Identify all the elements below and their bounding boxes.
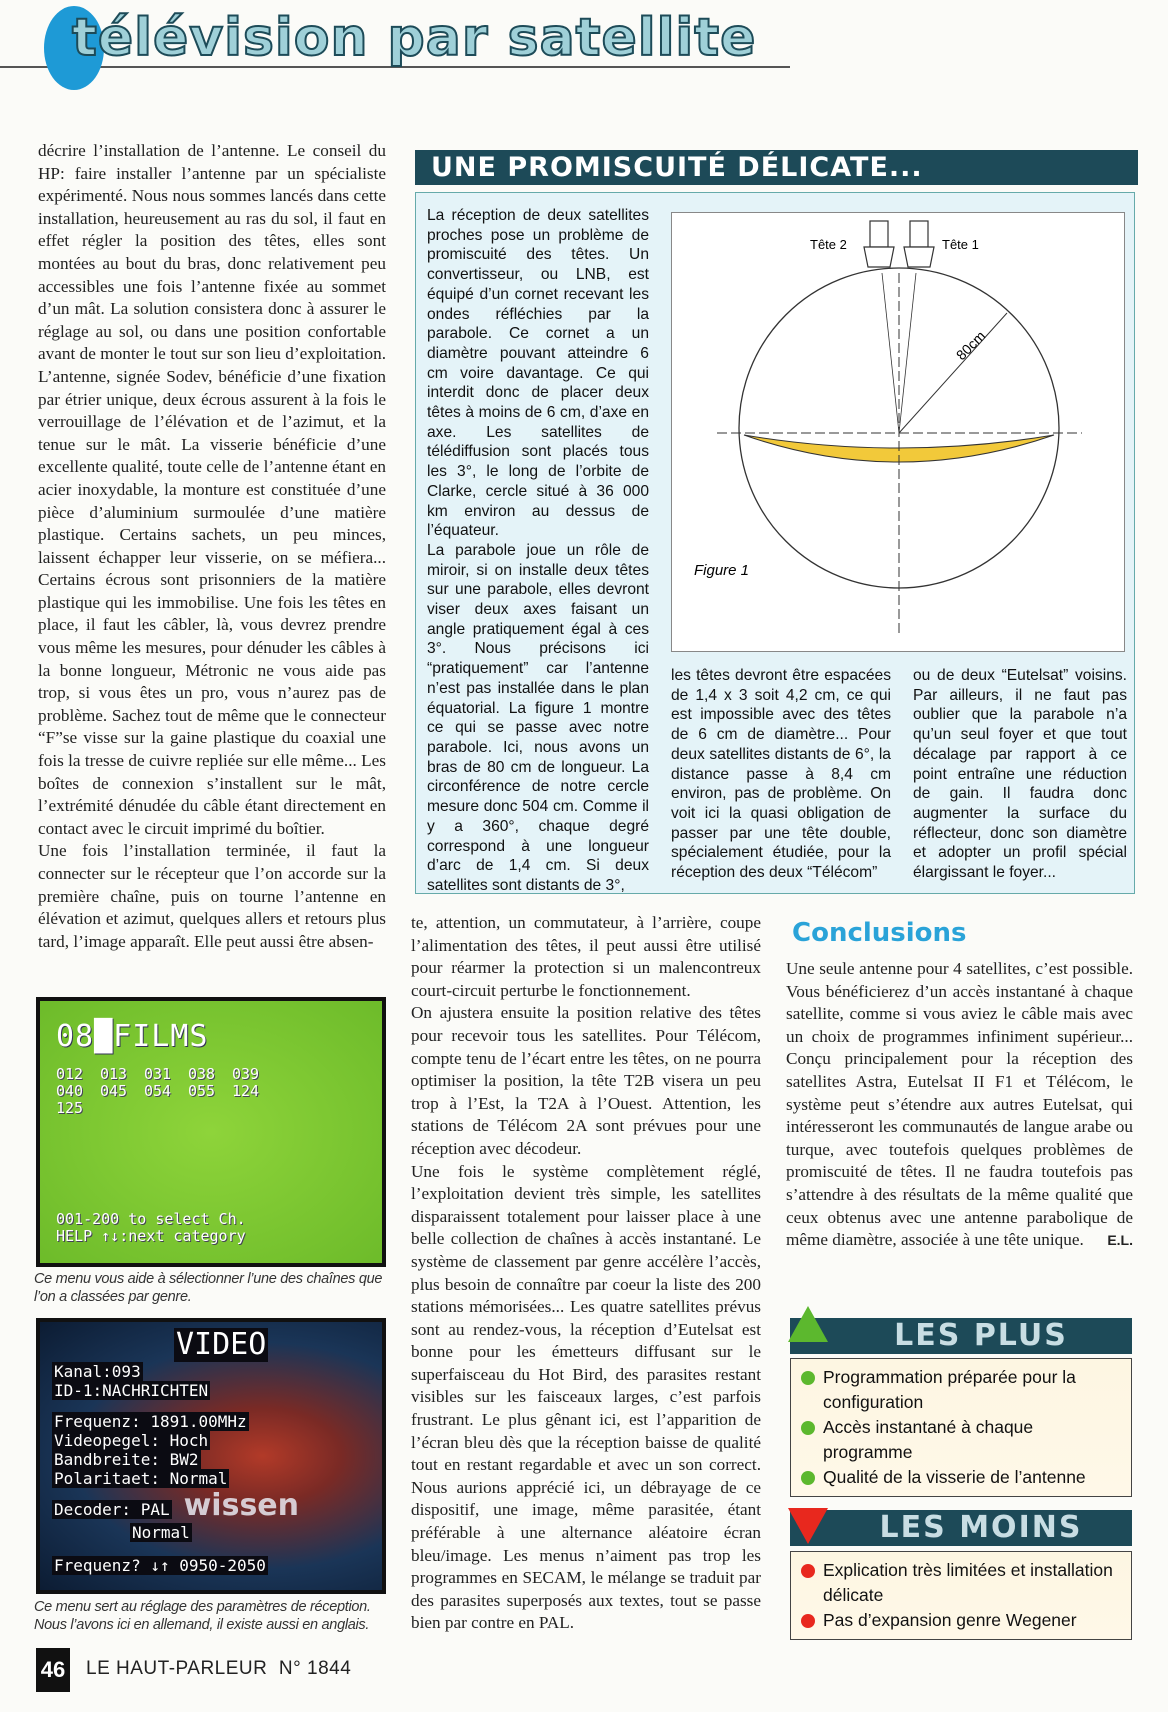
photo-caption: Ce menu sert au réglage des paramètres de réception. Nous l’avons ici en allemand, il existe aussi en anglais. [34, 1599, 371, 1633]
red-bullet-icon [801, 1614, 815, 1628]
logo-text: wissen [183, 1488, 300, 1523]
screen-photo-video-menu [36, 1318, 386, 1594]
channel-list [56, 1066, 366, 1117]
dish-diagram [672, 213, 1124, 651]
paragraph: On ajustera ensuite la position relative des têtes pour recevoir tous les satellites. Pour Télécom, compte tenu de l’écart entre les têtes, on ne pourra optimiser la position, la tête T2B visera un peu trop à l’Est, la T2A à l’Ouest. Attention, les stations de Télécom 2A sont prévues pour une réception avec décodeur. [411, 1003, 761, 1158]
pros-title: LES PLUS [790, 1318, 1132, 1354]
screen-param: Videopegel: Hoch [54, 1431, 209, 1450]
sidebar-box-title: UNE PROMISCUITÉ DÉLICATE... [415, 150, 1138, 185]
screen-photo-films-menu [36, 997, 386, 1267]
cons-item-text: Explication très limitées et installation délicate [823, 1560, 1113, 1605]
channel-number: 125 [56, 1099, 84, 1117]
head-2-icon [864, 221, 894, 267]
channel-number: 038 [188, 1065, 216, 1083]
pros-item-text: Accès instantané à chaque programme [823, 1417, 1034, 1462]
pros-item-text: Qualité de la visserie de l’antenne [823, 1467, 1086, 1487]
paragraph: La réception de deux satellites proches pose un problème de promiscuité des têtes. Un convertisseur, ou LNB, est équipé d’un cornet recevant les ondes réfléchies par la parabole. Ce cornet a un diamètre pouvant atteindre 6 cm voire davantage. Ce qui interdit donc de placer deux têtes à moins de 6 cm, d’axe en axe. Les satellites de télédiffusion sont placés tous les 3°, le long de l’orbite de Clarke, cercle situé à 36 000 km environ au dessus de l’équateur. [427, 207, 649, 540]
cons-item-text: Pas d’expansion genre Wegener [823, 1610, 1077, 1630]
conclusions-text [786, 958, 1133, 1252]
radius-label: 80cm [952, 327, 989, 364]
figure-caption: Figure 1 [694, 562, 750, 579]
pros-item [801, 1415, 1123, 1465]
box-column-3: ou de deux “Eutelsat” voisins. Par ailleurs, il ne faut pas oublier que la parabole n’a qu’un seul foyer et que tout décalage par rapport à ce point entraîne une réduction de gain. Il faudra donc augmenter la surface du réflecteur, donc son diamètre et adopter un profil spécial élargissant le foyer... [913, 667, 1127, 882]
paragraph: décrire l’installation de l’antenne. Le conseil du HP: faire installer l’antenne par un spécialiste expérimenté. Nous nous sommes lancés dans cette installation, heureusement au ras du sol, il faut en effet régler la position des têtes, elles sont montées au bout du bras, donc relativement peu accessibles une fois l’antenne fixée au sommet d’un mât. La solution consistera donc à assurer le réglage au sol, ou dans une position confortable avant de monter le tout sur son lieu d’exploitation. L’antenne, signée Sodev, bénéficie d’une fixation par étrier unique, deux écrous assurent à la fois le verrouillage de l’élévation et de l’azimut, et la tenue sur le mât. La visserie bénéficie d’une excellente qualité, toute celle de l’antenne étant en acier inoxydable, la monture est constituée d’une pièce d’aluminium surmoulée d’une matière plastique. Certains sachets, un peu minces, laissent échapper leur visserie, on se méfiera... Certains écrous sont prisonniers de la matière plastique qui les immobilise. Une fois les têtes en place, il faut les câbler, là, vous devrez prendre vous même les mesures, pour dénuder les câbles à la bonne longueur, Métronic ne vous aide pas trop, si vous êtes un pro, vous n’aurez pas de problème. Sachez tout de même que le connecteur “F”se visse sur la gaine plastique du coaxial une fois la tresse de cuivre repliée sur elle même... Les boîtes de connexion s’installent sur le mât, l’extrémité dénudée du câble étant directement en contact avec le circuit imprimé du boîtier. [38, 141, 386, 838]
screen-param: Bandbreite: BW2 [54, 1450, 199, 1469]
up-triangle-icon [788, 1306, 828, 1342]
channel-number: 054 [144, 1082, 172, 1100]
screen-line: ID-1:NACHRICHTEN [54, 1381, 209, 1400]
cons-item [801, 1608, 1123, 1633]
pros-box [790, 1358, 1132, 1497]
radius-line [899, 313, 1007, 433]
paragraph: La parabole joue un rôle de miroir, si on installe deux têtes sur une parabole, elles devront viser deux axes faisant un angle pratiquement égal à ces 3°. Nous précisons ici “pratiquement” car l’antenne n’est pas installée dans le plan équatorial. La figure 1 montre ce qui se passe avec notre parabole. Ici, nous avons un bras de 80 cm de longueur. La circonférence de notre cercle mesure donc 504 cm. Comme il y a 360°, chaque degré correspond à une longueur d’arc de 1,4 cm. Si deux satellites sont distants de 3°, [427, 541, 649, 894]
pros-item [801, 1465, 1123, 1490]
channel-number: 031 [144, 1065, 172, 1083]
channel-number: 013 [100, 1065, 128, 1083]
conclusions-heading: Conclusions [792, 918, 967, 948]
magazine-name: LE HAUT-PARLEUR [86, 1658, 268, 1679]
green-bullet-icon [801, 1421, 815, 1435]
author-signature: E.L. [1107, 1232, 1133, 1249]
screen-title: VIDEO [176, 1327, 267, 1362]
page-number: 46 [36, 1648, 70, 1692]
screen-param: Decoder: PAL [54, 1500, 170, 1519]
paragraph: te, attention, un commutateur, à l’arrière, coupe l’alimentation des têtes, il peut aussi être utilisé pour réarmer la protection si un malencontreux court-circuit perturbe le fonctionnement. [411, 913, 761, 1000]
screen-param: Frequenz: 1891.00MHz [54, 1412, 247, 1431]
cons-item [801, 1558, 1123, 1608]
box-column-2: les têtes devront être espacées de 1,4 x 3 soit 4,2 cm, ce qui est impossible avec des têtes de 6 cm de diamètre... Pour deux satellites distants de 6°, la distance passe à 8,4 cm environ, pas de problème. On voit ici la quasi obligation de passer par une tête double, spécialement étudiée, pour la réception des deux “Télécom” [671, 667, 891, 882]
cons-title: LES MOINS [790, 1510, 1132, 1546]
green-bullet-icon [801, 1371, 815, 1385]
screen-help [56, 1211, 246, 1245]
beam-line [882, 273, 899, 433]
photo-caption: Ce menu vous aide à sélectionner l’une des chaînes que l’on a classées par genre. [34, 1271, 383, 1305]
paragraph: Une seule antenne pour 4 satellites, c’est possible. Vous bénéficierez d’un accès instantané à chaque satellite, comme si vous aviez le câble mais avec un choix de programmes infiniment supérieur... Conçu principalement pour la réception des satellites Astra, Eutelsat II F1 et Télécom, le système peut s’étendre aux autres Eutelsat, qui intéresseront les communautés de langue arabe ou turque, avec toutefois quelques problèmes de promiscuité de têtes. Il ne faudra toutefois pas s’attendre à des résultats de la même qualité que ceux obtenus avec une antenne parabolique de même diamètre, associée à une tête unique. [786, 959, 1133, 1250]
head-2-label: Tête 2 [810, 237, 847, 252]
figure-1-diagram [671, 212, 1125, 652]
head-1-icon [904, 221, 934, 267]
down-triangle-icon [788, 1508, 828, 1544]
left-column-text [38, 140, 386, 953]
box-column-1 [427, 206, 649, 896]
green-bullet-icon [801, 1471, 815, 1485]
screen-param: Normal [132, 1523, 190, 1542]
channel-number: 040 [56, 1082, 84, 1100]
channel-number: 055 [188, 1082, 216, 1100]
red-bullet-icon [801, 1564, 815, 1578]
screen-line: Kanal:093 [54, 1362, 141, 1381]
paragraph: Une fois l’installation terminée, il faut la connecter sur le récepteur que l’on accorde sur la première chaîne, puis on tourne l’antenne en élévation et azimut, quelques allers et retours plus tard, l’image apparaît. Elle peut aussi être absen- [38, 841, 386, 951]
screen-param: Polaritaet: Normal [54, 1469, 228, 1488]
channel-number: 045 [100, 1082, 128, 1100]
footer-magazine [86, 1658, 351, 1680]
screen-line: Frequenz? ↓↑ 0950-2050 [54, 1556, 266, 1575]
screen-help-line: HELP ↑↓:next category [56, 1227, 246, 1245]
head-1-label: Tête 1 [942, 237, 979, 252]
pros-item-text: Programmation préparée pour la configuration [823, 1367, 1076, 1412]
channel-number: 124 [232, 1082, 260, 1100]
pros-item [801, 1365, 1123, 1415]
page-title: télévision par satellite [72, 8, 757, 68]
cons-box [790, 1551, 1132, 1640]
paragraph: Une fois le système complètement réglé, l’exploitation devient très simple, les satellites disparaissent totalement pour laisser place à une belle collection de chaînes à accès instantané. Le système de classement par genre accélère l’accès, plus besoin de connaître par coeur la liste des 200 stations mémorisées... Les quatre satellites prévus sont au rendez-vous, la réception d’Eutelsat est bonne pour les émetteurs diffusant sur le superfaisceau du Hot Bird, des parasites restant visibles sur les faisceaux larges, c’est parfois frustrant. Le plus gênant ici, est l’apparition de l’écran bleu dès que la réception baisse de qualité tout en restant regardable et avec un son correct. Nous aurions apprécié ici, un débrayage de ce dispositif, une image, même parasitée, étant préférable à une alternance aléatoire écran bleu/image. Les menus n’aiment pas trop les programmes en SECAM, le mélange se traduit par des parasites superposés aux textes, tout se passe bien par contre en PAL. [411, 1161, 761, 1633]
middle-column-text [411, 912, 761, 1635]
screen-help-line: 001-200 to select Ch. [56, 1210, 246, 1228]
beam-line [899, 273, 916, 433]
channel-number: 012 [56, 1065, 84, 1083]
channel-number: 039 [232, 1065, 260, 1083]
screen-title: 08█FILMS [56, 1019, 209, 1054]
issue-number: N° 1844 [278, 1658, 352, 1679]
